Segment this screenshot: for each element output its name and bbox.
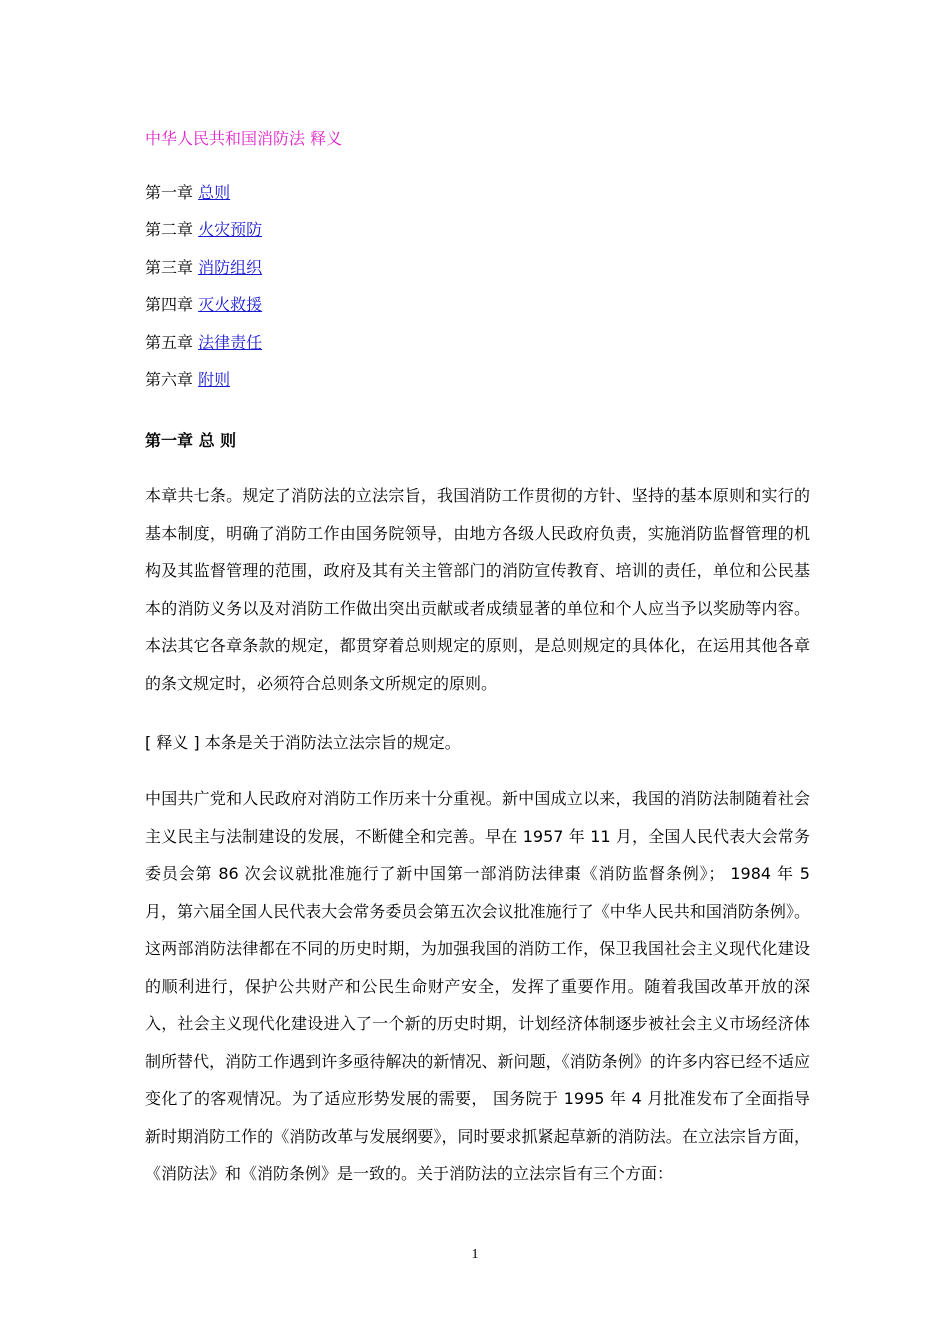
toc-prefix: 第三章 [145,257,199,277]
toc-link-firefighting-rescue[interactable]: 灭火救援 [198,295,263,315]
toc-prefix: 第六章 [145,369,199,389]
toc-prefix: 第五章 [145,332,199,352]
document-title: 中华人民共和国消防法 释义 [145,129,343,148]
chapter-heading: 第一章 总 则 [145,431,237,450]
page-number: 1 [471,1247,479,1262]
toc-item [145,219,262,256]
body-paragraph: 中国共广党和人民政府对消防工作历来十分重视。新中国成立以来，我国的消防法制随着社会主义民主与法制建设的发展，不断健全和完善。早在 1957 年 11 月，全国人民代表大会常务委员会第 86 次会议就批准施行了新中国第一部消防法律棗《消防监督条例》； 1984 年 5 月，第六届全国人民代表大会常务委员会第五次会议批准施行了《中华人民共和国消防条例》。这两部消防法律都在不同的历史时期，为加强我国的消防工作，保卫我国社会主义现代化建设的顺利进行，保护公共财产和公民生命财产安全，发挥了重要作用。随着我国改革开放的深入，社会主义现代化建设进入了一个新的历史时期，计划经济体制逐步被社会主义市场经济体制所替代，消防工作遇到许多亟待解决的新情况、新问题，《消防条例》的许多内容已经不适应变化了的客观情况。为了适应形势发展的需要， 国务院于 1995 年 4 月批准发布了全面指导新时期消防工作的《消防改革与发展纲要》，同时要求抓紧起草新的消防法。在立法宗旨方面，《消防法》和《消防条例》是一致的。关于消防法的立法宗旨有三个方面： [145,789,810,1183]
body-paragraph: 本章共七条。规定了消防法的立法宗旨，我国消防工作贯彻的方针、坚持的基本原则和实行的基本制度，明确了消防工作由国务院领导，由地方各级人民政府负责，实施消防监督管理的机构及其监督管理的范围，政府及其有关主管部门的消防宣传教育、培训的责任，单位和公民基本的消防义务以及对消防工作做出突出贡献或者成绩显著的单位和个人应当予以奖励等内容。本法其它各章条款的规定，都贯穿着总则规定的原则，是总则规定的具体化，在运用其他各章的条文规定时，必须符合总则条文所规定的原则。 [145,486,810,693]
table-of-contents [145,182,262,406]
toc-link-legal-liability[interactable]: 法律责任 [198,332,263,352]
toc-prefix: 第二章 [145,220,199,240]
toc-link-fire-organization[interactable]: 消防组织 [198,257,263,277]
toc-item [145,257,262,294]
toc-item [145,369,262,406]
toc-item [145,294,262,331]
toc-item [145,182,262,219]
toc-item [145,332,262,369]
toc-link-supplementary[interactable]: 附则 [198,369,231,389]
toc-prefix: 第一章 [145,183,199,202]
toc-link-fire-prevention[interactable]: 火灾预防 [198,220,263,240]
toc-prefix: 第四章 [145,295,199,315]
toc-link-general[interactable]: 总则 [198,183,231,202]
body-paragraph: [ 释义 ] 本条是关于消防法立法宗旨的规定。 [145,733,461,752]
